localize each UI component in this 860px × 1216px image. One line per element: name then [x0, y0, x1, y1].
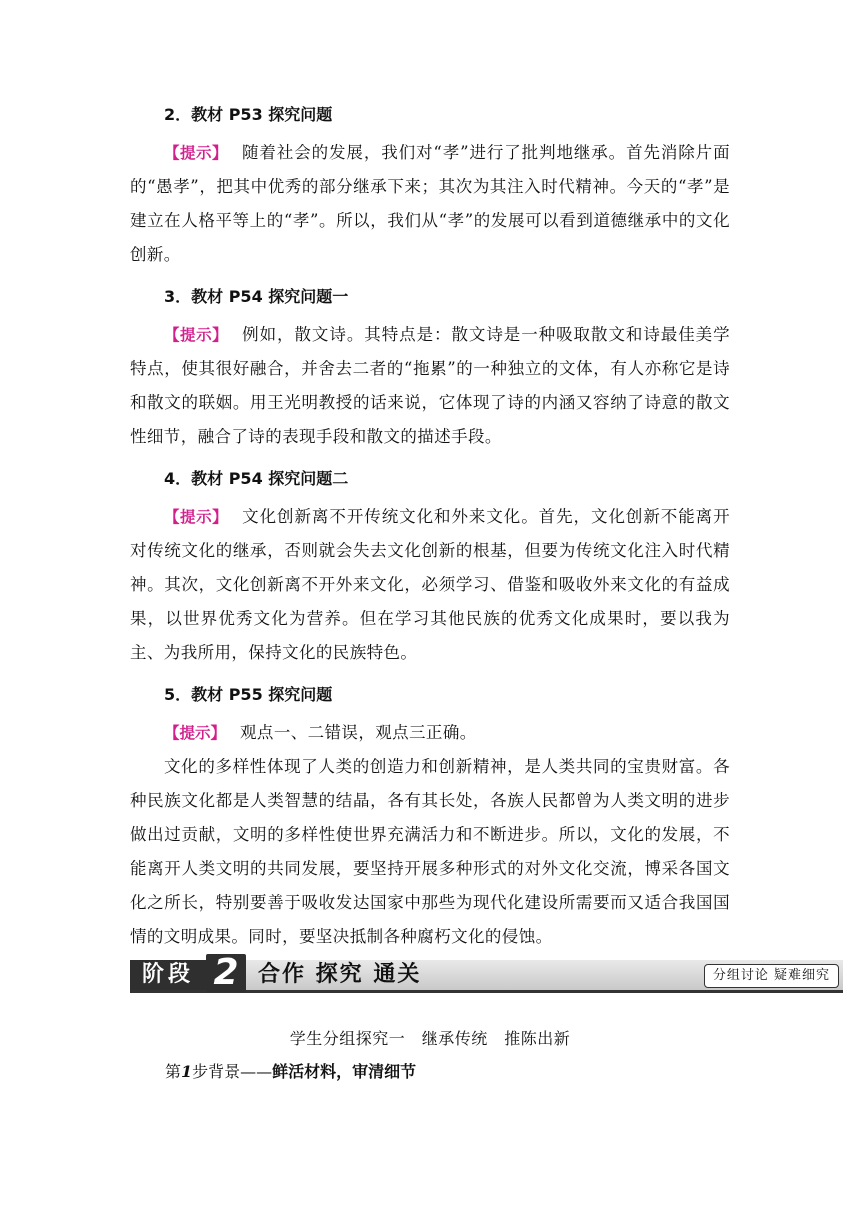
section-4	[130, 467, 730, 670]
section-extra-paragraph: 文化的多样性体现了人类的创造力和创新精神，是人类共同的宝贵财富。各种民族文化都是人类智慧的结晶，各有其长处，各族人民都曾为人类文明的进步做出过贡献，文明的多样性使世界充满活力和不断进步。所以，文化的发展，不能离开人类文明的共同发展，要坚持开展多种形式的对外文化交流，博采各国文化之所长，特别要善于吸收发达国家中那些为现代化建设所需要而又适合我国国情的文明成果。同时，要坚决抵制各种腐朽文化的侵蚀。	[130, 757, 730, 946]
tip-label: 【提示】	[164, 326, 229, 344]
tip-label: 【提示】	[164, 508, 229, 526]
section-paragraph	[130, 500, 730, 670]
group-subtitle: 学生分组探究一 继承传统 推陈出新	[289, 1029, 571, 1048]
section-heading: 4．教材 P54 探究问题二	[164, 469, 349, 488]
tip-label: 【提示】	[164, 144, 229, 162]
section-heading: 3．教材 P54 探究问题一	[164, 287, 349, 306]
step-line	[165, 1059, 416, 1082]
step-prefix: 第	[165, 1062, 182, 1081]
section-5	[130, 683, 730, 954]
stage-label: 阶段	[130, 960, 206, 990]
step-middle: 步背景——	[192, 1062, 273, 1081]
section-3	[130, 285, 730, 454]
section-paragraph	[130, 318, 730, 454]
tip-text: 随着社会的发展，我们对“孝”进行了批判地继承。首先消除片面的“愚孝”，把其中优秀的部分继承下来；其次为其注入时代精神。今天的“孝”是建立在人格平等上的“孝”。所以，我们从“孝”的发展可以看到道德继承中的文化创新。	[130, 143, 730, 264]
stage-number: 2	[206, 954, 246, 992]
section-paragraph	[130, 136, 730, 272]
step-number: 1	[181, 1062, 193, 1081]
section-heading: 5．教材 P55 探究问题	[164, 685, 333, 704]
section-heading: 2．教材 P53 探究问题	[164, 105, 333, 124]
stage-banner	[130, 954, 843, 996]
stage-title: 合作 探究 通关	[258, 962, 422, 987]
tip-text: 观点一、二错误，观点三正确。	[240, 723, 477, 742]
stage-badge: 分组讨论 疑难细究	[704, 964, 839, 988]
section-2	[130, 103, 730, 272]
tip-text: 例如，散文诗。其特点是：散文诗是一种吸取散文和诗最佳美学特点，使其很好融合，并舍去二者的“拖累”的一种独立的文体，有人亦称它是诗和散文的联姻。用王光明教授的话来说，它体现了诗的内涵又容纳了诗意的散文性细节，融合了诗的表现手段和散文的描述手段。	[130, 325, 730, 446]
step-bold-text: 鲜活材料，审清细节	[272, 1062, 417, 1081]
document-body	[130, 96, 730, 954]
section-paragraph	[130, 716, 730, 750]
tip-text: 文化创新离不开传统文化和外来文化。首先，文化创新不能离开对传统文化的继承，否则就会失去文化创新的根基，但要为传统文化注入时代精神。其次，文化创新离不开外来文化，必须学习、借鉴和吸收外来文化的有益成果，以世界优秀文化为营养。但在学习其他民族的优秀文化成果时，要以我为主、为我所用，保持文化的民族特色。	[130, 507, 730, 662]
tip-label: 【提示】	[164, 724, 227, 742]
